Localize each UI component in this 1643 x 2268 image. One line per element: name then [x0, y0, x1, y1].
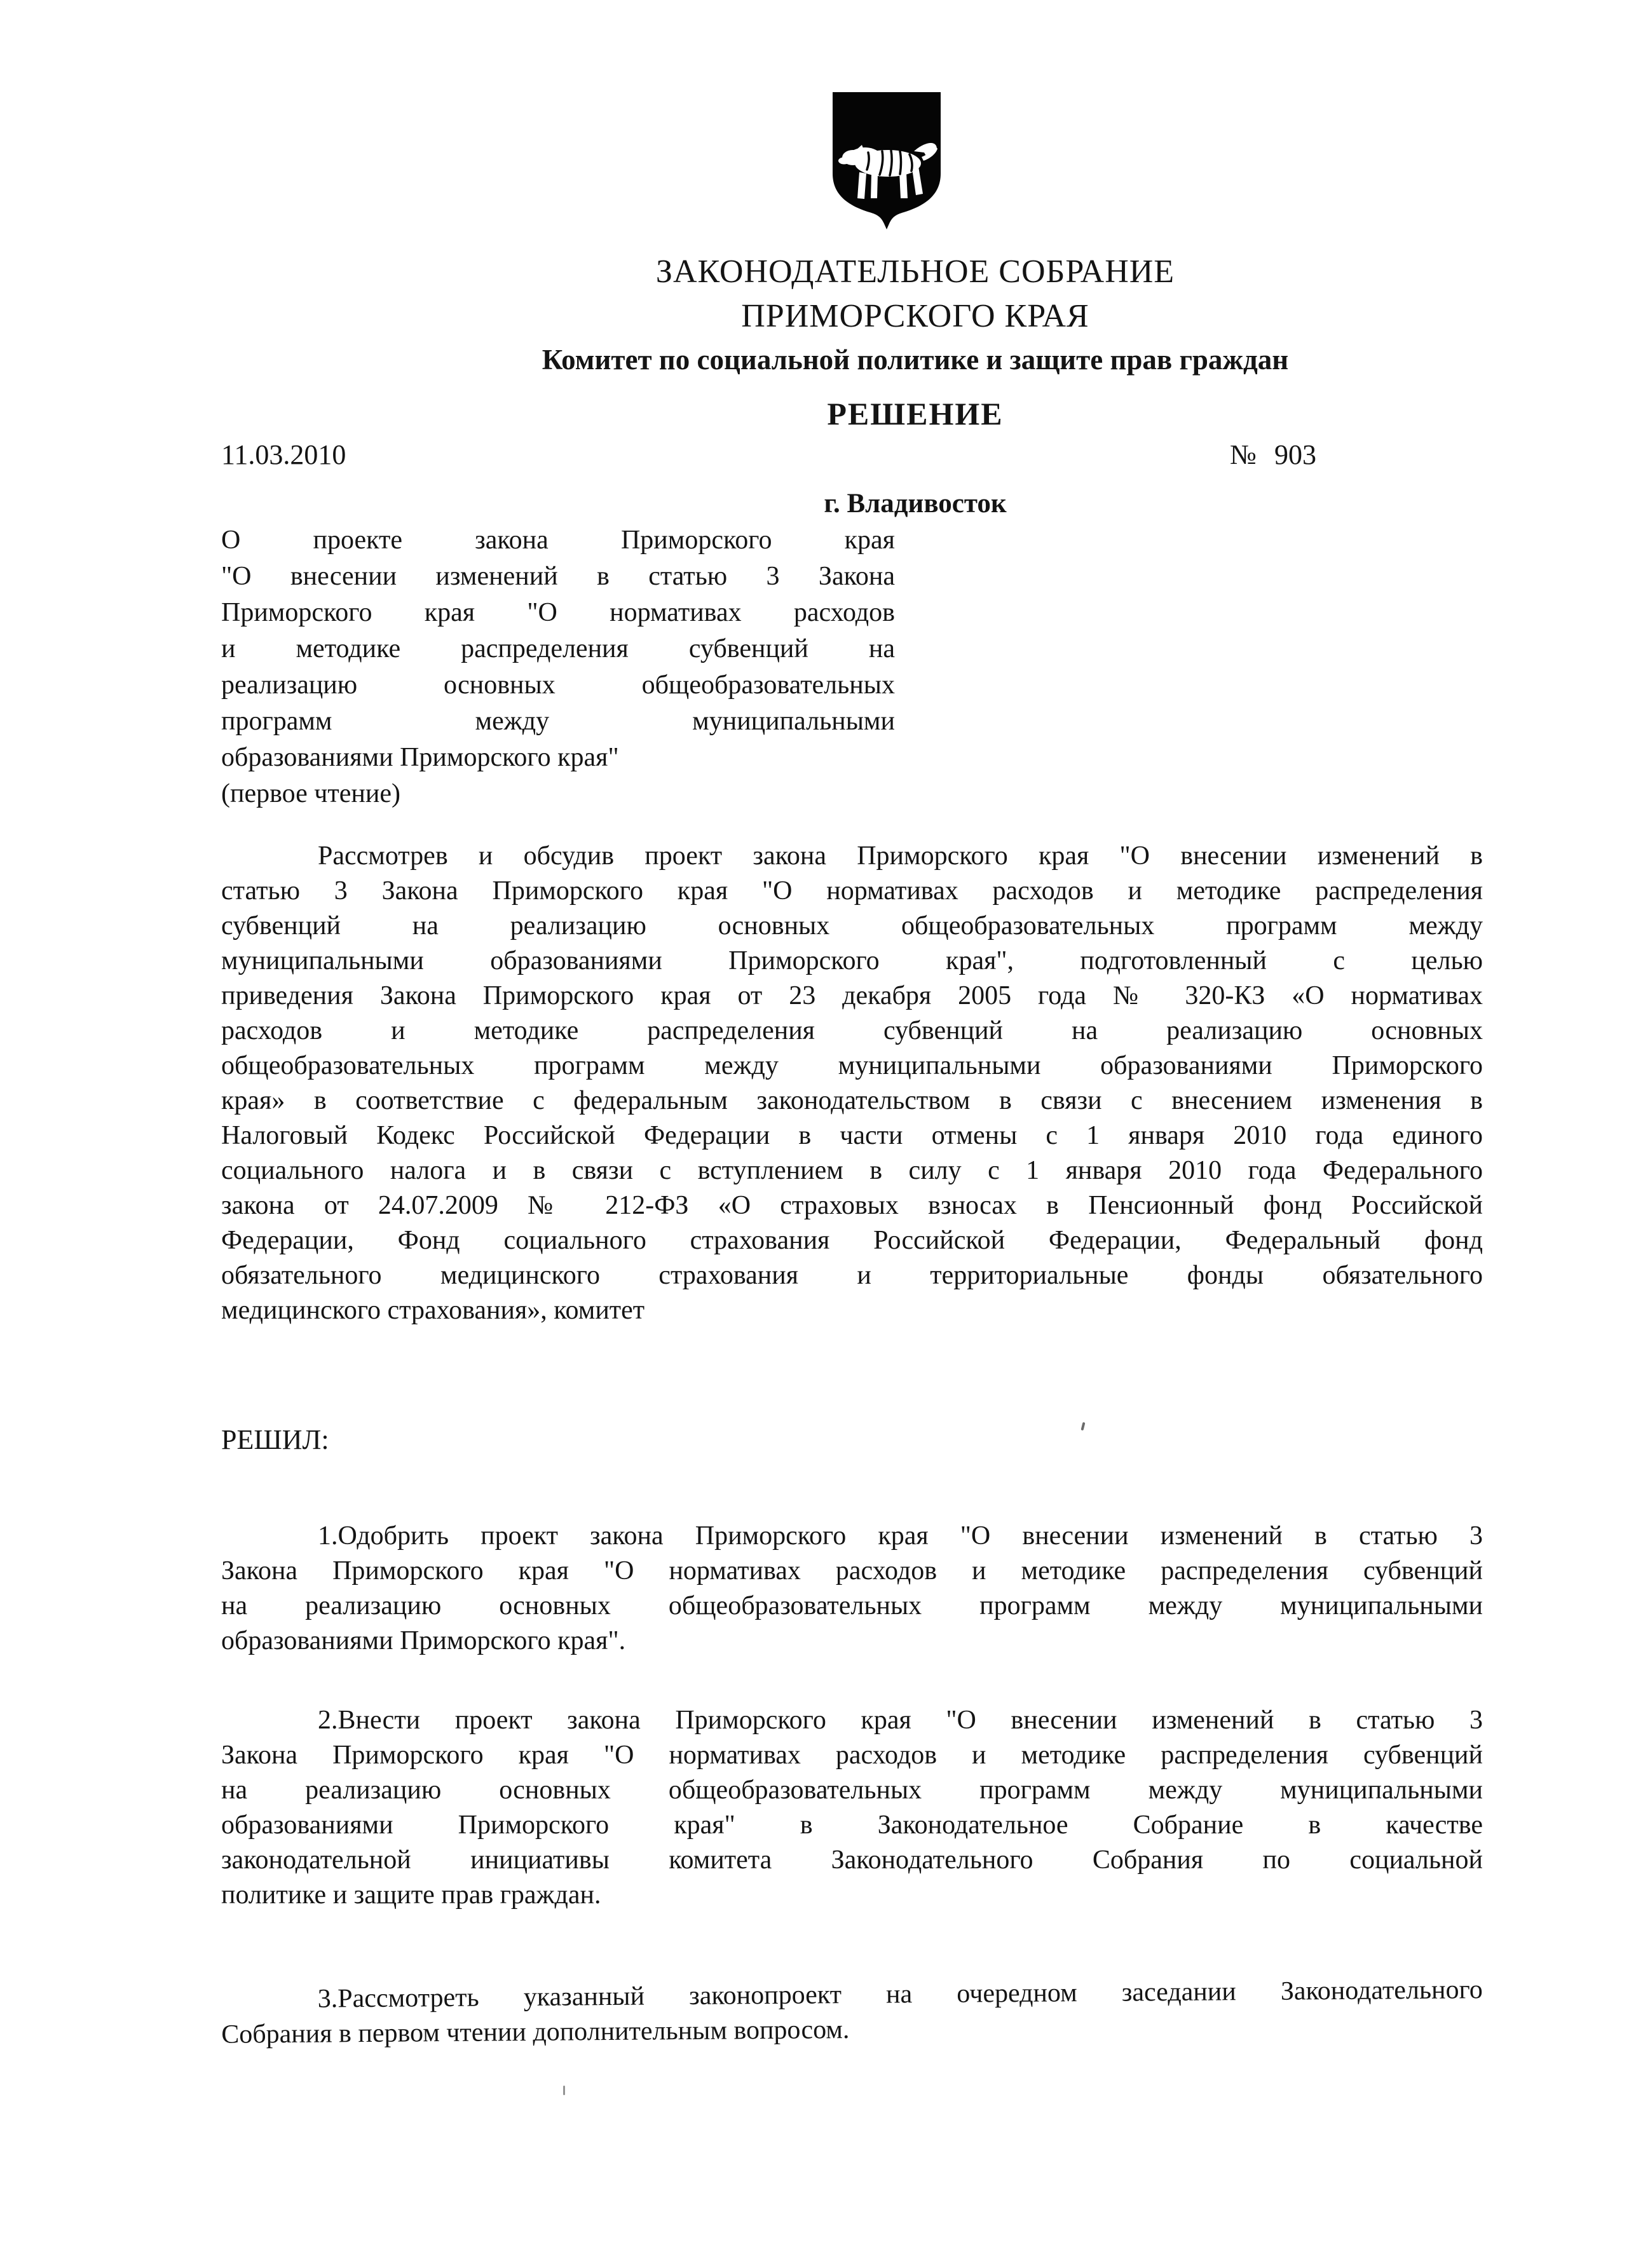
org-name-line2: ПРИМОРСКОГО КРАЯ: [741, 298, 1089, 334]
preamble-line: расходов и методике распределения субвенций на реализацию основных: [221, 1016, 1483, 1045]
preamble-line: Рассмотрев и обсудив проект закона Приморского края "О внесении изменений в: [318, 841, 1483, 871]
decision-line: 3.Рассмотреть указанный законопроект на очередном заседании Законодательного: [317, 1975, 1483, 2014]
decision-line: законодательной инициативы комитета Законодательного Собрания по социальной: [221, 1845, 1483, 1875]
preamble-line: закона от 24.07.2009 № 212-ФЗ «О страховых взносах в Пенсионный фонд Российской: [221, 1191, 1483, 1220]
coat-of-arms: [826, 86, 947, 231]
preamble-line: общеобразовательных программ между муниципальными образованиями Приморского: [221, 1051, 1483, 1080]
decision-line: Закона Приморского края "О нормативах расходов и методике распределения субвенций: [221, 1741, 1483, 1770]
doc-date: 11.03.2010: [221, 439, 346, 470]
decision-line: на реализацию основных общеобразовательных программ между муниципальными: [221, 1591, 1483, 1620]
decision-line: политике и защите прав граждан.: [221, 1880, 601, 1910]
doc-number: [1230, 438, 1316, 471]
decision-item-1: [221, 1519, 1483, 1659]
decision-line: Закона Приморского края "О нормативах расходов и методике распределения субвенций: [221, 1556, 1483, 1586]
preamble-line: приведения Закона Приморского края от 23 декабря 2005 года № 320-КЗ «О нормативах: [221, 981, 1483, 1010]
preamble-line: Федерации, Фонд социального страхования Российской Федерации, Федеральный фонд: [221, 1226, 1483, 1255]
subject-line: (первое чтение): [221, 779, 401, 808]
preamble-line: субвенций на реализацию основных общеобразовательных программ между: [221, 911, 1483, 940]
subject-block: [221, 522, 895, 812]
preamble-line: статью 3 Закона Приморского края "О нормативах расходов и методике распределения: [221, 876, 1483, 906]
subject-line: Приморского края "О нормативах расходов: [221, 598, 895, 627]
preamble-line: муниципальными образованиями Приморского края", подготовленный с целью: [221, 946, 1483, 975]
doc-city: г. Владивосток: [824, 489, 1007, 519]
org-name-line1: ЗАКОНОДАТЕЛЬНОЕ СОБРАНИЕ: [655, 254, 1175, 290]
scan-artifact: [563, 2086, 565, 2095]
decision-line: образованиями Приморского края".: [221, 1626, 626, 1655]
decision-line: 2.Внести проект закона Приморского края "О внесении изменений в статью 3: [318, 1706, 1483, 1735]
coat-of-arms-graphic: [826, 86, 947, 231]
preamble-line: края» в соответствие с федеральным законодательством в связи с внесением изменения в: [221, 1086, 1483, 1115]
subject-line: программ между муниципальными: [221, 707, 895, 736]
subject-line: О проекте закона Приморского края: [221, 526, 895, 555]
preamble-line: социального налога и в связи с вступлением в силу с 1 января 2010 года Федерального: [221, 1156, 1483, 1185]
preamble-line: обязательного медицинского страхования и территориальные фонды обязательного: [221, 1261, 1483, 1290]
subject-line: реализацию основных общеобразовательных: [221, 670, 895, 700]
decision-line: образованиями Приморского края" в Законодательное Собрание в качестве: [221, 1810, 1483, 1840]
decision-item-2: [221, 1703, 1483, 1913]
preamble-paragraph: [221, 839, 1483, 1328]
decision-line: Собрания в первом чтении дополнительным вопросом.: [221, 2015, 850, 2049]
doc-type-title: РЕШЕНИЕ: [827, 396, 1004, 431]
committee-name: Комитет по социальной политике и защите прав граждан: [542, 344, 1289, 376]
subject-line: "О внесении изменений в статью 3 Закона: [221, 562, 895, 591]
subject-line: образованиями Приморского края": [221, 743, 619, 772]
resolved-heading: РЕШИЛ:: [221, 1424, 329, 1455]
number-sign: №: [1230, 439, 1257, 470]
scan-artifact: [1081, 1422, 1085, 1431]
decision-item-3: [221, 1973, 1483, 2053]
decision-line: на реализацию основных общеобразовательных программ между муниципальными: [221, 1776, 1483, 1805]
decision-line: 1.Одобрить проект закона Приморского края "О внесении изменений в статью 3: [318, 1521, 1483, 1551]
preamble-line: Налоговый Кодекс Российской Федерации в части отмены с 1 января 2010 года единого: [221, 1121, 1483, 1150]
number-value: 903: [1274, 439, 1316, 470]
preamble-line: медицинского страхования», комитет: [221, 1296, 645, 1325]
subject-line: и методике распределения субвенций на: [221, 634, 895, 663]
